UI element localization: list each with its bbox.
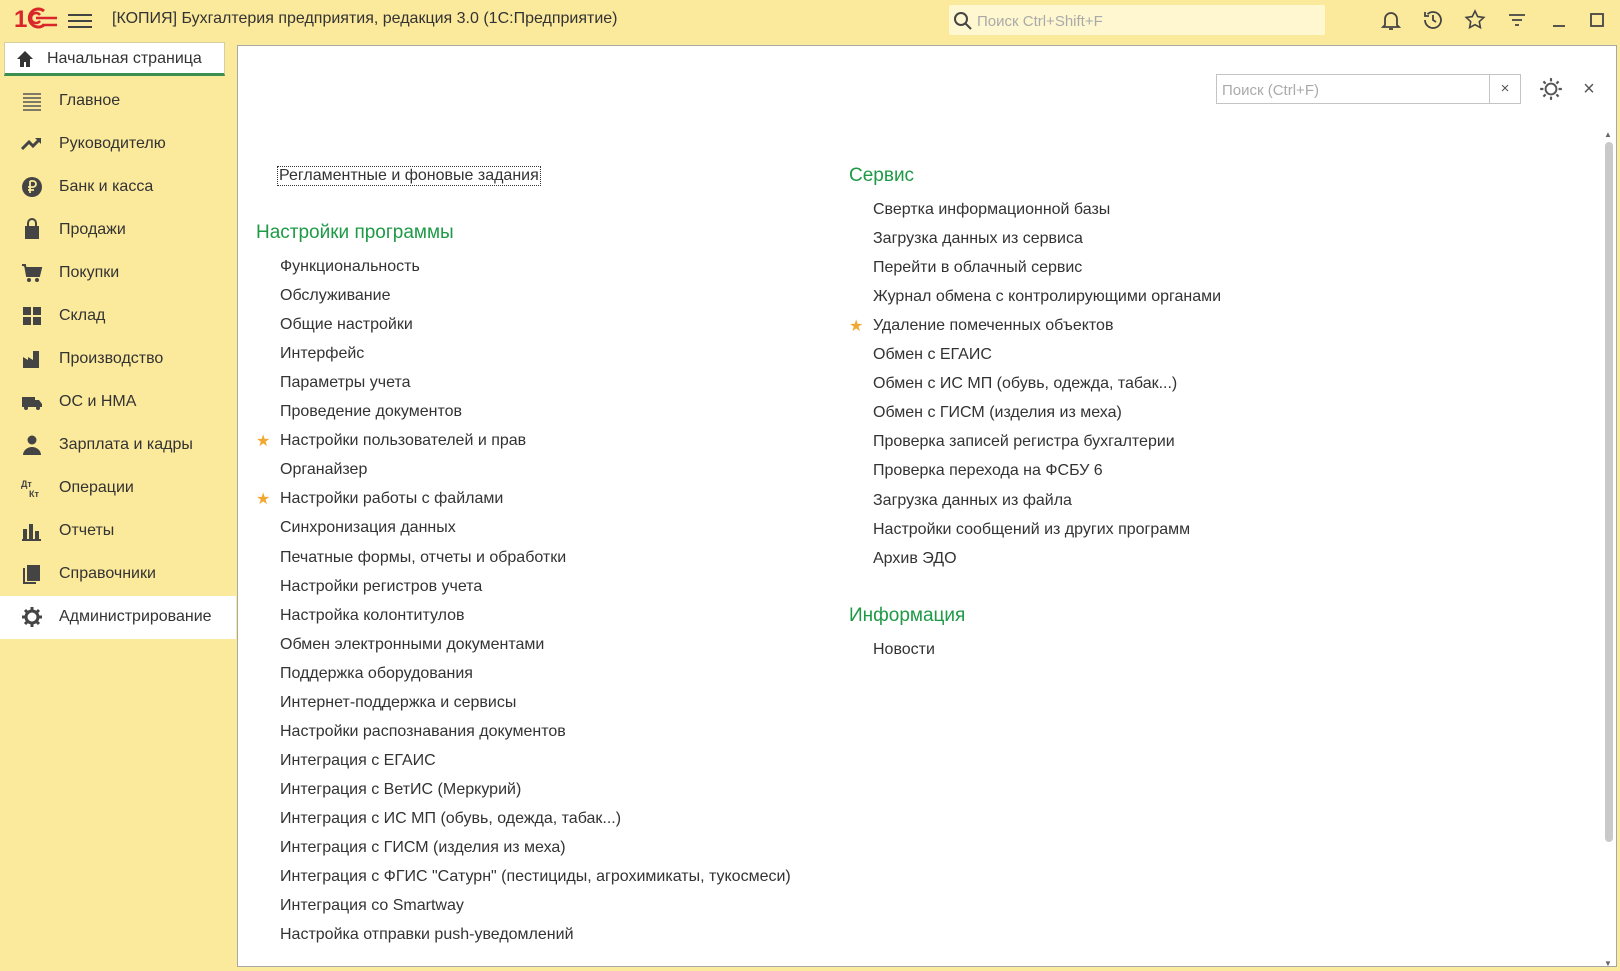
panel-settings-gear-icon[interactable] bbox=[1538, 76, 1564, 102]
favorite-star-icon[interactable]: ★ bbox=[256, 433, 271, 451]
scroll-down-icon[interactable]: ▼ bbox=[1604, 959, 1612, 968]
settings-link[interactable] bbox=[280, 549, 566, 567]
sidebar-item-purchases[interactable] bbox=[0, 252, 236, 295]
sidebar-item-label: Администрирование bbox=[59, 608, 212, 625]
sidebar-item-manager[interactable] bbox=[0, 123, 236, 166]
settings-link-label: Свертка информационной базы bbox=[873, 201, 1111, 218]
trend-up-icon bbox=[20, 132, 44, 156]
sections-sidebar bbox=[0, 80, 236, 639]
tab-start-page-label: Начальная страница bbox=[47, 50, 202, 67]
title-bar bbox=[0, 0, 1620, 40]
settings-link[interactable] bbox=[873, 404, 1122, 422]
sidebar-item-label: Руководителю bbox=[59, 135, 166, 152]
settings-link[interactable] bbox=[873, 375, 1177, 393]
link-scheduled-jobs[interactable]: Регламентные и фоновые задания bbox=[279, 167, 539, 184]
settings-link[interactable] bbox=[873, 201, 1110, 219]
svg-text:1: 1 bbox=[14, 6, 28, 33]
sidebar-item-label: Банк и касса bbox=[59, 178, 154, 195]
settings-link[interactable] bbox=[849, 317, 1114, 336]
settings-link-label: Обмен электронными документами bbox=[280, 635, 545, 653]
settings-link[interactable] bbox=[280, 723, 566, 741]
bell-icon[interactable] bbox=[1379, 8, 1403, 32]
sidebar-item-label: Покупки bbox=[59, 264, 120, 281]
global-search-input[interactable] bbox=[975, 9, 1319, 33]
settings-link[interactable] bbox=[280, 665, 473, 683]
search-icon bbox=[953, 11, 973, 31]
settings-link[interactable] bbox=[280, 461, 367, 479]
svg-text:Дт: Дт bbox=[21, 479, 32, 489]
sidebar-item-bank[interactable] bbox=[0, 166, 236, 209]
factory-icon bbox=[20, 347, 44, 371]
settings-link-label: Новости bbox=[873, 641, 935, 658]
settings-link-label: Проведение документов bbox=[280, 403, 463, 421]
settings-link-label: Журнал обмена с контролирующими органами bbox=[873, 288, 1222, 306]
settings-lines-icon[interactable] bbox=[1505, 8, 1529, 32]
settings-link-label: Загрузка данных из файла bbox=[873, 491, 1072, 509]
settings-link-label: Архив ЭДО bbox=[873, 549, 957, 567]
settings-link-label: Параметры учета bbox=[280, 374, 411, 392]
settings-link-label: Проверка перехода на ФСБУ 6 bbox=[873, 462, 1103, 480]
settings-link-label: Перейти в облачный сервис bbox=[873, 259, 1083, 277]
settings-link[interactable] bbox=[280, 868, 791, 886]
settings-link-label: Проверка записей регистра бухгалтерии bbox=[873, 433, 1175, 451]
settings-link-label: Настройка колонтитулов bbox=[280, 606, 465, 624]
sidebar-item-reports[interactable] bbox=[0, 510, 236, 553]
sidebar-item-label: Отчеты bbox=[59, 522, 115, 539]
tab-start-page[interactable] bbox=[4, 42, 225, 76]
settings-link[interactable] bbox=[280, 694, 516, 712]
sidebar-item-directories[interactable] bbox=[0, 553, 236, 596]
settings-link-label: Настройки сообщений из других программ bbox=[873, 520, 1191, 538]
settings-link-label: Обмен с ГИСМ (изделия из меха) bbox=[873, 404, 1122, 422]
settings-link-label: Настройки работы с файлами bbox=[280, 490, 504, 508]
1c-logo-icon[interactable] bbox=[14, 5, 58, 33]
settings-link-label: Удаление помеченных объектов bbox=[873, 317, 1114, 335]
vertical-scrollbar[interactable] bbox=[1604, 130, 1614, 968]
settings-link[interactable] bbox=[873, 346, 992, 364]
settings-link-label: Интеграция с ГИСМ (изделия из меха) bbox=[280, 839, 566, 856]
bar-chart-icon bbox=[20, 519, 44, 543]
sidebar-item-label: Главное bbox=[59, 92, 121, 109]
settings-link[interactable] bbox=[873, 230, 1083, 248]
svg-text:Кт: Кт bbox=[29, 489, 39, 499]
sidebar-item-production[interactable] bbox=[0, 338, 236, 381]
settings-link-label: Синхронизация данных bbox=[280, 519, 456, 537]
settings-link[interactable] bbox=[280, 636, 544, 654]
settings-link[interactable] bbox=[873, 641, 935, 659]
settings-link-label: Функциональность bbox=[280, 258, 420, 275]
favorites-star-icon[interactable] bbox=[1463, 8, 1487, 32]
sidebar-item-label: Склад bbox=[59, 307, 106, 324]
sidebar-item-label: Справочники bbox=[59, 565, 156, 582]
settings-link-label: Обмен с ИС МП (обувь, одежда, табак...) bbox=[873, 375, 1178, 393]
settings-link-label: Загрузка данных из сервиса bbox=[873, 230, 1083, 248]
settings-link[interactable] bbox=[280, 316, 413, 334]
settings-link[interactable] bbox=[873, 521, 1190, 539]
settings-link-label: Настройки регистров учета bbox=[280, 577, 483, 595]
favorite-star-icon[interactable]: ★ bbox=[256, 491, 271, 509]
truck-icon bbox=[20, 390, 44, 414]
settings-link[interactable] bbox=[280, 374, 410, 392]
sidebar-item-operations[interactable] bbox=[0, 467, 236, 510]
settings-link-label: Интернет-поддержка и сервисы bbox=[280, 693, 517, 711]
settings-link[interactable] bbox=[873, 433, 1175, 451]
settings-link-label: Интеграция с ВетИС (Меркурий) bbox=[280, 780, 522, 798]
books-icon bbox=[20, 562, 44, 586]
sidebar-item-fixed-assets[interactable] bbox=[0, 381, 236, 424]
minimize-icon[interactable] bbox=[1547, 8, 1571, 32]
sidebar-item-label: ОС и НМА bbox=[59, 393, 137, 410]
settings-link-label: Интеграция с ИС МП (обувь, одежда, табак...) bbox=[280, 809, 622, 827]
home-icon bbox=[15, 49, 35, 69]
settings-link-label: Настройка отправки push-уведомлений bbox=[280, 926, 574, 944]
favorite-star-icon[interactable]: ★ bbox=[849, 318, 864, 336]
settings-link[interactable] bbox=[280, 403, 462, 421]
window-title: [КОПИЯ] Бухгалтерия предприятия, редакция 3.0 (1С:Предприятие) bbox=[112, 10, 618, 27]
settings-link[interactable] bbox=[873, 550, 957, 568]
settings-link-label: Интеграция со Smartway bbox=[280, 897, 464, 915]
settings-link[interactable] bbox=[280, 810, 621, 828]
settings-link[interactable] bbox=[280, 258, 420, 276]
settings-link-label: Поддержка оборудования bbox=[280, 664, 473, 682]
settings-link-label: Интеграция с ФГИС "Сатурн" (пестициды, агрохимикаты, тукосмеси) bbox=[280, 868, 791, 886]
settings-link[interactable] bbox=[280, 607, 465, 625]
menu-lines-icon bbox=[20, 89, 44, 113]
clear-search-button[interactable]: × bbox=[1489, 75, 1520, 103]
scrollbar-thumb[interactable] bbox=[1605, 142, 1613, 842]
settings-link[interactable] bbox=[280, 926, 574, 944]
settings-link[interactable] bbox=[256, 490, 504, 509]
main-menu-icon[interactable] bbox=[68, 10, 92, 30]
panel-search[interactable] bbox=[1216, 74, 1521, 104]
settings-link[interactable] bbox=[280, 519, 456, 537]
settings-link-label: Обмен с ЕГАИС bbox=[873, 346, 992, 364]
gear-icon bbox=[20, 605, 44, 629]
dt-kt-icon bbox=[20, 476, 44, 500]
sidebar-item-label: Производство bbox=[59, 350, 164, 367]
global-search[interactable] bbox=[949, 5, 1325, 35]
section-title-service: Сервис bbox=[849, 165, 915, 186]
settings-link[interactable] bbox=[873, 288, 1221, 306]
settings-link[interactable] bbox=[280, 345, 364, 363]
settings-link[interactable] bbox=[280, 781, 521, 799]
sidebar-item-administration[interactable] bbox=[0, 596, 236, 639]
maximize-icon[interactable] bbox=[1585, 8, 1609, 32]
settings-link[interactable] bbox=[256, 432, 527, 451]
sidebar-item-salary[interactable] bbox=[0, 424, 236, 467]
settings-link[interactable] bbox=[873, 259, 1082, 277]
history-icon[interactable] bbox=[1421, 8, 1445, 32]
administration-panel bbox=[237, 45, 1617, 967]
person-icon bbox=[20, 433, 44, 457]
sidebar-item-main[interactable] bbox=[0, 80, 236, 123]
panel-search-input[interactable] bbox=[1220, 78, 1484, 102]
section-title-information: Информация bbox=[849, 605, 966, 626]
settings-link-label: Обслуживание bbox=[280, 287, 391, 305]
settings-link[interactable] bbox=[280, 897, 464, 915]
sidebar-item-label: Продажи bbox=[59, 221, 126, 238]
settings-link-label: Органайзер bbox=[280, 461, 368, 479]
section-title-program-settings: Настройки программы bbox=[256, 222, 454, 243]
settings-link-label: Настройки распознавания документов bbox=[280, 722, 566, 740]
settings-link[interactable] bbox=[873, 462, 1103, 480]
sidebar-item-sales[interactable] bbox=[0, 209, 236, 252]
sidebar-item-label: Операции bbox=[59, 479, 134, 496]
settings-link[interactable] bbox=[280, 752, 436, 770]
settings-link[interactable] bbox=[873, 492, 1072, 510]
settings-link[interactable] bbox=[280, 839, 566, 857]
warehouse-grid-icon bbox=[20, 304, 44, 328]
settings-link-label: Интеграция с ЕГАИС bbox=[280, 751, 436, 769]
settings-link-label: Настройки пользователей и прав bbox=[280, 432, 527, 450]
cart-icon bbox=[20, 261, 44, 285]
settings-link[interactable] bbox=[280, 578, 482, 596]
sidebar-item-warehouse[interactable] bbox=[0, 295, 236, 338]
sidebar-item-label: Зарплата и кадры bbox=[59, 436, 193, 453]
ruble-coin-icon bbox=[20, 175, 44, 199]
settings-link-label: Печатные формы, отчеты и обработки bbox=[280, 548, 567, 566]
panel-close-button[interactable]: × bbox=[1583, 78, 1595, 100]
scroll-up-icon[interactable]: ▲ bbox=[1604, 130, 1612, 139]
settings-link[interactable] bbox=[280, 287, 390, 305]
shopping-bag-icon bbox=[20, 218, 44, 242]
settings-link-label: Общие настройки bbox=[280, 316, 413, 334]
settings-link-label: Интерфейс bbox=[280, 345, 365, 363]
